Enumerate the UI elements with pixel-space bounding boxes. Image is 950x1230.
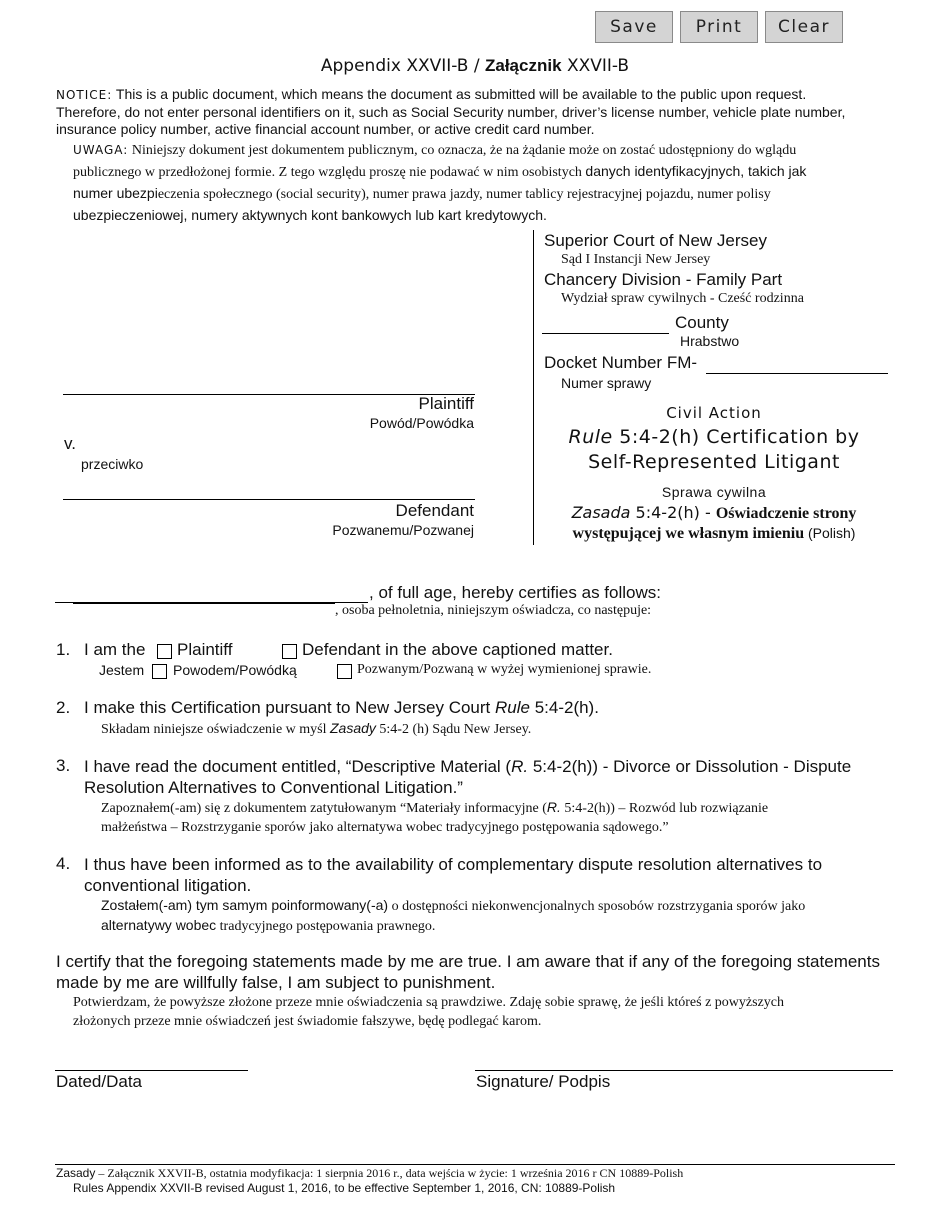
defendant-pl-checkbox[interactable] (337, 664, 352, 679)
caption-divider (533, 230, 534, 545)
item3-pl-part: Zapoznałem(-am) się z dokumentem zatytułowanym “Materiały informacyjne ( (101, 801, 547, 816)
certification-line: I certify that the foregoing statements made by me are true. I am aware that if any of the foregoing statements (56, 952, 880, 971)
docket-label: Docket Number FM- (544, 353, 698, 372)
county-label: County (675, 313, 729, 332)
versus-label: v. (64, 434, 76, 453)
form-title-pl-text: 5:4-2(h) - (630, 503, 716, 522)
print-button[interactable]: Print (680, 11, 758, 43)
certification-statement-pl (73, 993, 923, 1031)
signature-label: Signature/ Podpis (476, 1072, 611, 1091)
signature-field[interactable] (475, 1050, 893, 1071)
item3-text-part: 5:4-2(h)) - Divorce or Dissolution - Dispute (528, 757, 852, 776)
item2-pl-part: Składam niniejsze oświadczenie w myśl (101, 722, 330, 737)
notice-polish (73, 140, 923, 225)
appendix-label: Appendix XXVII-B / (320, 56, 485, 76)
item3-text-part: Resolution Alternatives to Conventional Litigation.” (84, 778, 463, 797)
item1-text: I am the (84, 640, 146, 659)
item1-pl-text: Jestem (99, 662, 145, 678)
notice-pl-line: publicznego w przedłożonej formie. Z tego względu proszę nie podawać w nim osobistych (73, 165, 586, 180)
notice-english (56, 86, 916, 138)
item4-pl-text (101, 896, 901, 936)
civil-action-pl-label: Sprawa cywilna (661, 484, 767, 500)
form-title-pl-text: występującej we własnym imieniu (572, 525, 805, 542)
certifier-name-field[interactable] (55, 582, 368, 603)
item1-defendant-label: Defendant in the above captioned matter. (302, 640, 613, 659)
county-field[interactable] (542, 313, 669, 334)
notice-line: insurance policy number, active financial account number, or active credit card number. (56, 121, 595, 137)
notice-label: NOTICE: (56, 88, 113, 102)
zalacznik-label: Załącznik (485, 56, 562, 75)
date-field[interactable] (55, 1050, 248, 1071)
form-title-pl-text: Oświadczenie strony (715, 505, 857, 522)
footer-en: Rules Appendix XXVII-B revised August 1, 2016, to be effective September 1, 2016, CN: 10889-Polish (73, 1181, 616, 1195)
save-button[interactable]: Save (595, 11, 673, 43)
item3-pl-part: małżeństwa – Rozstrzyganie sporów jako alternatywa wobec tradycyjnego postępowania sądowego.” (101, 820, 669, 835)
item2-pl-text (101, 720, 531, 738)
form-title-line1 (540, 426, 888, 448)
notice-line: Therefore, do not enter personal identifiers on it, such as Social Security number, driver’s license number, vehicle plate number, (56, 104, 846, 120)
dated-label: Dated/Data (56, 1072, 142, 1091)
zasada-label: Zasada (571, 503, 631, 522)
item2-text (84, 698, 599, 718)
full-age-pl-text: , osoba pełnoletnia, niniejszym oświadcza, co następuje: (335, 603, 652, 618)
civil-action-label: Civil Action (666, 404, 762, 422)
footer-divider (55, 1164, 895, 1165)
item-number: 1. (56, 640, 71, 659)
division-name: Chancery Division - Family Part (544, 270, 783, 289)
rule-abbrev: R. (546, 799, 561, 815)
division-name-pl: Wydział spraw cywilnych - Cześć rodzinna (561, 291, 804, 306)
plaintiff-checkbox[interactable] (157, 644, 172, 659)
form-title-text: 5:4-2(h) Certification by (612, 426, 860, 448)
item-number: 3. (56, 756, 71, 775)
form-title-pl-line1 (540, 503, 888, 523)
notice-pl-line: numer ubezpi (73, 185, 158, 201)
docket-pl-label: Numer sprawy (561, 375, 652, 391)
clear-button[interactable]: Clear (765, 11, 843, 43)
item2-pl-part: 5:4-2 (h) Sądu New Jersey. (375, 722, 532, 737)
versus-pl-label: przeciwko (81, 456, 144, 472)
certification-line: made by me are willfully false, I am subject to punishment. (56, 973, 496, 992)
form-title-pl-line2 (540, 525, 888, 543)
notice-line: This is a public document, which means the document as submitted will be available to the public upon request. (112, 86, 807, 102)
item1-pl-plaintiff: Powodem/Powódką (173, 662, 297, 678)
item2-text-part: 5:4-2(h). (529, 698, 599, 717)
item3-text (84, 756, 904, 798)
certification-statement (56, 951, 916, 993)
item1-pl-defendant: Pozwanym/Pozwaną w wyżej wymienionej sprawie. (357, 662, 652, 677)
plaintiff-name-field[interactable] (63, 374, 475, 395)
item3-pl-part: 5:4-2(h)) – Rozwód lub rozwiązanie (560, 801, 769, 816)
item3-text-part: I have read the document entitled, “Descriptive Material ( (84, 757, 512, 776)
item3-pl-text (101, 798, 901, 837)
county-pl-label: Hrabstwo (680, 333, 740, 349)
defendant-label: Defendant (395, 501, 474, 520)
rule-label: Rule (568, 426, 613, 448)
notice-pl-line: eczenia społecznego (social security), numer prawa jazdy, numer tablicy rejestracyjnej pojazdu, numer polisy (157, 187, 771, 202)
rule-abbrev: R. (511, 757, 529, 776)
page-title (0, 56, 950, 76)
plaintiff-pl-label: Powód/Powódka (369, 415, 474, 431)
rule-label: Rule (495, 698, 530, 717)
defendant-name-field[interactable] (63, 479, 475, 500)
certification-pl-line: Potwierdzam, że powyższe złożone przeze mnie oświadczenia są prawdziwe. Zdaję sobie sprawę, że jeśli któreś z powyższych (73, 995, 784, 1010)
defendant-checkbox[interactable] (282, 644, 297, 659)
item4-text-part: I thus have been informed as to the availability of complementary dispute resolution alternatives to (84, 855, 823, 874)
footer-pl-part: Zasady (56, 1166, 96, 1180)
footer-pl (56, 1166, 683, 1181)
certification-pl-line: złożonych przeze mnie oświadczeń jest świadomie fałszywe, będę podlegać karom. (73, 1014, 542, 1029)
item2-text-part: I make this Certification pursuant to New Jersey Court (84, 698, 495, 717)
item-number: 4. (56, 854, 71, 873)
court-name: Superior Court of New Jersey (544, 231, 767, 250)
form-title-line2: Self-Represented Litigant (588, 451, 840, 473)
item4-pl-part: tradycyjnego postępowania prawnego. (216, 919, 436, 934)
defendant-pl-label: Pozwanemu/Pozwanej (332, 522, 474, 538)
item4-text-part: conventional litigation. (84, 876, 252, 895)
item-number: 2. (56, 698, 71, 717)
plaintiff-pl-checkbox[interactable] (152, 664, 167, 679)
item1-plaintiff-label: Plaintiff (177, 640, 233, 659)
appendix-number: XXVII-B (561, 56, 630, 76)
footer-pl-part: – Załącznik XXVII-B, ostatnia modyfikacja: 1 sierpnia 2016 r., data wejścia w życie: 1 września 2016 r CN 10889-Polish (95, 1166, 684, 1180)
uwaga-label: UWAGA: (73, 143, 129, 157)
item4-pl-part: o dostępności niekonwencjonalnych sposobów rozstrzygania sporów jako (388, 899, 806, 914)
full-age-text: , of full age, hereby certifies as follows: (369, 583, 661, 602)
item4-text (84, 854, 904, 896)
item4-pl-part: Zostałem(-am) tym samym poinformowany(-a) (101, 897, 389, 913)
notice-pl-line: Niniejszy dokument jest dokumentem publicznym, co oznacza, że na żądanie może on zostać udostępniony do wglądu (128, 143, 797, 158)
certifier-pl-line (73, 603, 335, 604)
zasady-label: Zasady (330, 720, 376, 736)
notice-pl-line: ubezpieczeniowej, numery aktywnych kont bankowych lub kart kredytowych. (73, 207, 547, 223)
notice-pl-line: danych identyfikacyjnych, takich jak (585, 163, 807, 179)
court-name-pl: Sąd I Instancji New Jersey (561, 252, 711, 267)
language-label: (Polish) (804, 525, 856, 541)
docket-number-field[interactable] (706, 353, 888, 374)
plaintiff-label: Plaintiff (418, 394, 474, 413)
item4-pl-part: alternatywy wobec (101, 917, 217, 933)
